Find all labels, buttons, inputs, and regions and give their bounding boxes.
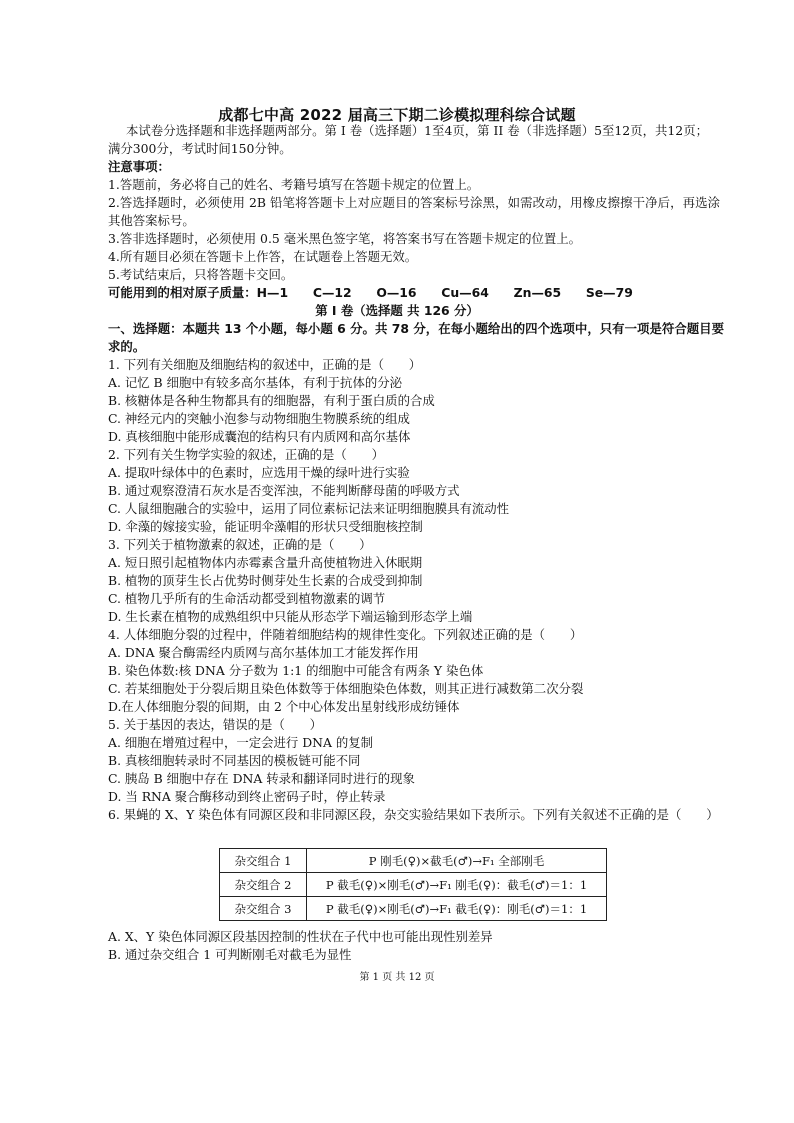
question-6-stem: 6. 果蝇的 X、Y 染色体有同源区段和非同源区段，杂交实验结果如下表所示。下列有关叙述不正确的是（ ） xyxy=(108,807,719,822)
notice-heading: 注意事项： xyxy=(108,159,170,174)
question-2-option-a: A. 提取叶绿体中的色素时，应选用干燥的绿叶进行实验 xyxy=(108,465,410,480)
section-title: 第 I 卷（选择题 共 126 分） xyxy=(315,303,479,318)
exam-title: 成都七中高 2022 届高三下期二诊模拟理科综合试题 xyxy=(218,106,576,124)
table-cell: 杂交组合 3 xyxy=(220,897,307,921)
table-row xyxy=(220,873,607,897)
question-4-option-a: A. DNA 聚合酶需经内质网与高尔基体加工才能发挥作用 xyxy=(108,645,419,660)
table-cell: P 刚毛(♀)×截毛(♂)→F₁ 全部刚毛 xyxy=(307,849,607,873)
page-footer: 第 1 页 共 12 页 xyxy=(359,972,435,983)
table-cell: P 截毛(♀)×刚毛(♂)→F₁ 截毛(♀)：刚毛(♂)＝1：1 xyxy=(307,897,607,921)
question-1-option-c: C. 神经元内的突触小泡参与动物细胞生物膜系统的组成 xyxy=(108,411,410,426)
question-6-option-a: A. X、Y 染色体同源区段基因控制的性状在子代中也可能出现性别差异 xyxy=(108,929,493,944)
question-1-option-a: A. 记忆 B 细胞中有较多高尔基体，有利于抗体的分泌 xyxy=(108,375,403,390)
question-2-option-c: C. 人鼠细胞融合的实验中，运用了同位素标记法来证明细胞膜具有流动性 xyxy=(108,501,510,516)
question-3-option-b: B. 植物的顶芽生长占优势时侧芽处生长素的合成受到抑制 xyxy=(108,573,423,588)
question-2-stem: 2. 下列有关生物学实验的叙述，正确的是（ ） xyxy=(108,447,384,462)
question-4-option-b: B. 染色体数:核 DNA 分子数为 1:1 的细胞中可能含有两条 Y 染色体 xyxy=(108,663,484,678)
intro-paragraph: 本试卷分选择题和非选择题两部分。第 I 卷（选择题）1至4页，第 II 卷（非选择题）5至12页，共12页；满分300分，考试时间150分钟。 xyxy=(108,123,708,156)
table-cell: 杂交组合 2 xyxy=(220,873,307,897)
question-3-option-c: C. 植物几乎所有的生命活动都受到植物激素的调节 xyxy=(108,591,386,606)
notice-3: 3.答非选择题时，必须使用 0.5 毫米黑色签字笔，将答案书写在答题卡规定的位置上。 xyxy=(108,231,582,246)
section-intro: 一、选择题：本题共 13 个小题，每小题 6 分。共 78 分，在每小题给出的四个选项中，只有一项是符合题目要求的。 xyxy=(108,321,724,354)
question-4-stem: 4. 人体细胞分裂的过程中，伴随着细胞结构的规律性变化。下列叙述正确的是（ ） xyxy=(108,627,583,642)
question-6-option-b: B. 通过杂交组合 1 可判断刚毛对截毛为显性 xyxy=(108,947,352,962)
notice-2: 2.答选择题时，必须使用 2B 铅笔将答题卡上对应题目的答案标号涂黑，如需改动，用橡皮擦擦干净后，再选涂其他答案标号。 xyxy=(108,195,720,228)
table-row xyxy=(220,849,607,873)
cross-result-table xyxy=(219,848,607,921)
question-5-stem: 5. 关于基因的表达，错误的是（ ） xyxy=(108,717,323,732)
question-4-option-c: C. 若某细胞处于分裂后期且染色体数等于体细胞染色体数，则其正进行减数第二次分裂 xyxy=(108,681,584,696)
question-3-option-d: D. 生长素在植物的成熟组织中只能从形态学下端运输到形态学上端 xyxy=(108,609,473,624)
question-1-option-b: B. 核糖体是各种生物都具有的细胞器，有利于蛋白质的合成 xyxy=(108,393,435,408)
question-5-option-c: C. 胰岛 B 细胞中存在 DNA 转录和翻译同时进行的现象 xyxy=(108,771,415,786)
question-3-option-a: A. 短日照引起植物体内赤霉素含量升高使植物进入休眠期 xyxy=(108,555,423,570)
question-1-option-d: D. 真核细胞中能形成囊泡的结构只有内质网和高尔基体 xyxy=(108,429,411,444)
question-5-option-d: D. 当 RNA 聚合酶移动到终止密码子时，停止转录 xyxy=(108,789,386,804)
question-5-option-a: A. 细胞在增殖过程中，一定会进行 DNA 的复制 xyxy=(108,735,374,750)
question-3-stem: 3. 下列关于植物激素的叙述，正确的是（ ） xyxy=(108,537,372,552)
question-4-option-d: D.在人体细胞分裂的间期，由 2 个中心体发出星射线形成纺锤体 xyxy=(108,699,460,714)
notice-5: 5.考试结束后，只将答题卡交回。 xyxy=(108,267,294,282)
question-1-stem: 1. 下列有关细胞及细胞结构的叙述中，正确的是（ ） xyxy=(108,357,422,372)
table-cell: 杂交组合 1 xyxy=(220,849,307,873)
table-row xyxy=(220,897,607,921)
question-5-option-b: B. 真核细胞转录时不同基因的模板链可能不同 xyxy=(108,753,361,768)
atomic-mass-line: 可能用到的相对原子质量：H—1 C—12 O—16 Cu—64 Zn—65 Se—79 xyxy=(108,285,633,300)
question-2-option-d: D. 伞藻的嫁接实验，能证明伞藻帽的形状只受细胞核控制 xyxy=(108,519,423,534)
question-2-option-b: B. 通过观察澄清石灰水是否变浑浊，不能判断酵母菌的呼吸方式 xyxy=(108,483,460,498)
notice-1: 1.答题前，务必将自己的姓名、考籍号填写在答题卡规定的位置上。 xyxy=(108,177,480,192)
notice-4: 4.所有题目必须在答题卡上作答，在试题卷上答题无效。 xyxy=(108,249,418,264)
table-cell: P 截毛(♀)×刚毛(♂)→F₁ 刚毛(♀)：截毛(♂)＝1：1 xyxy=(307,873,607,897)
